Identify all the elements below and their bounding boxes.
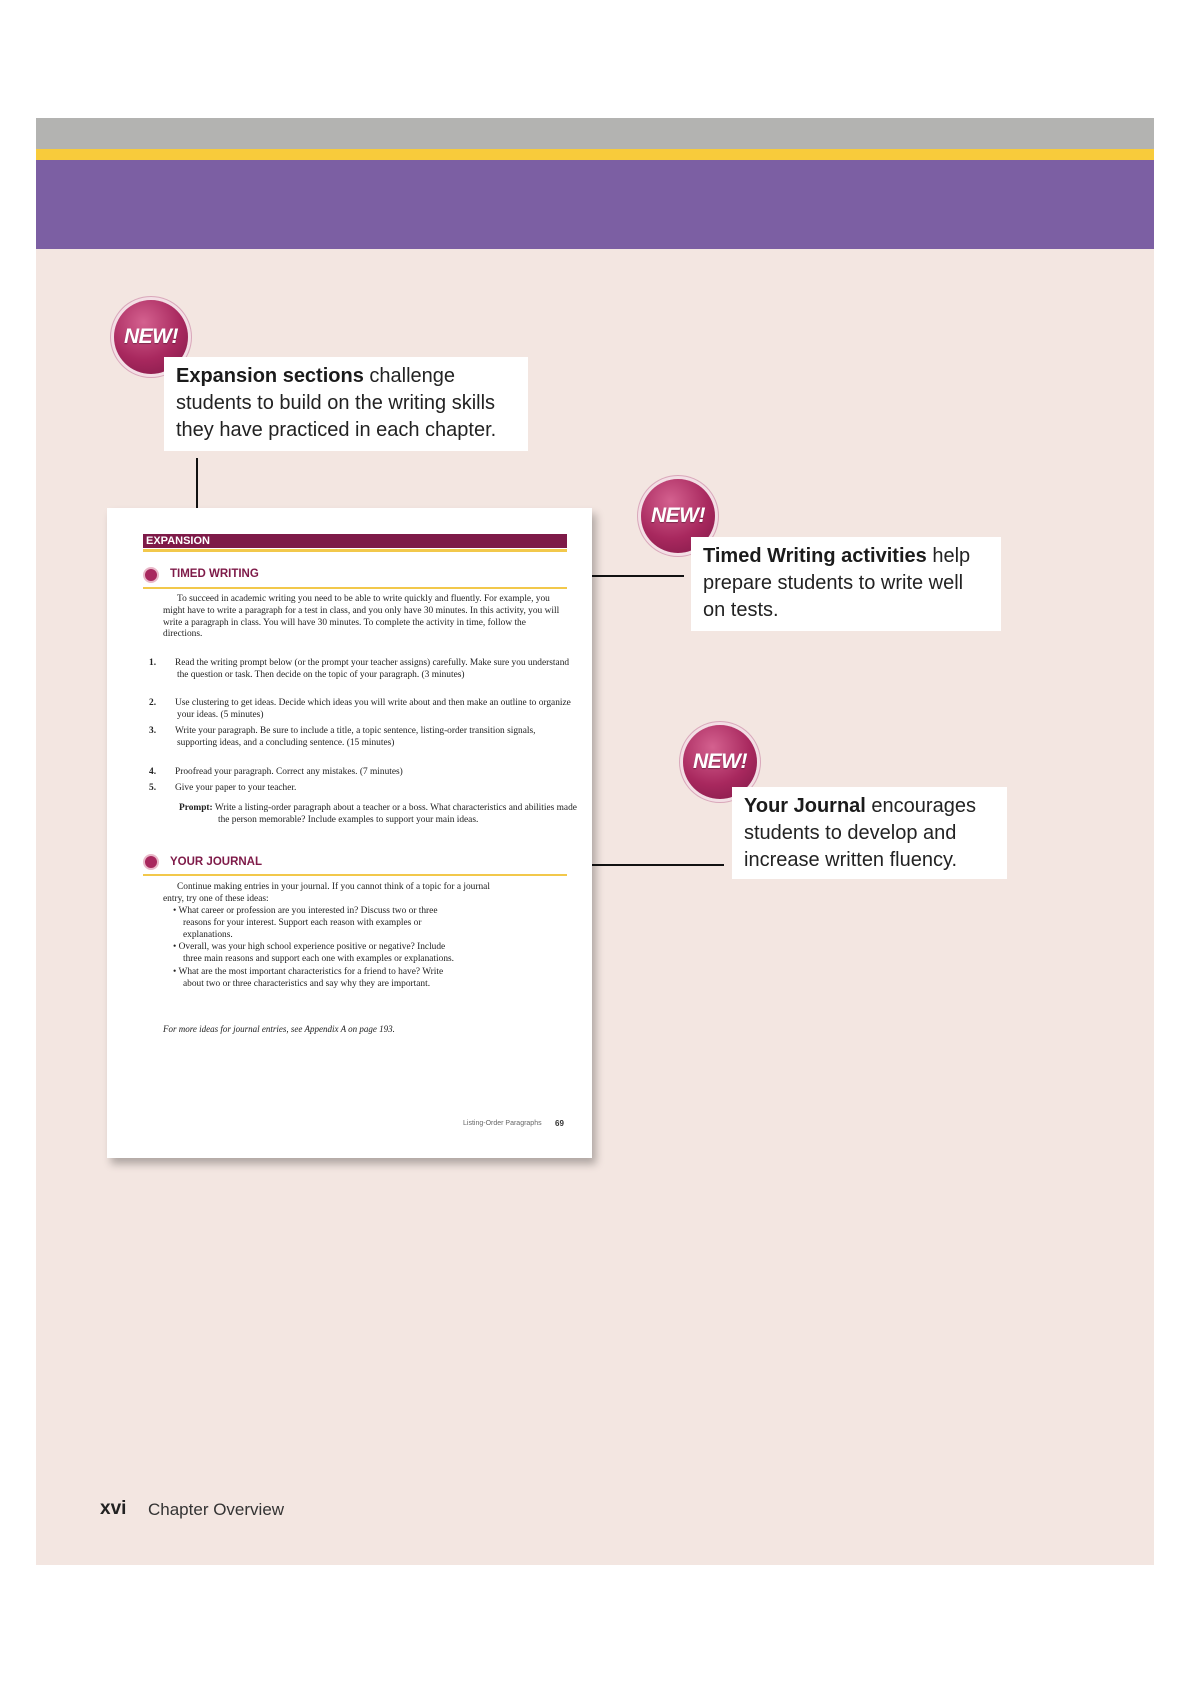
header-yellow-band bbox=[36, 149, 1154, 160]
step-text: Write your paragraph. Be sure to include a title, a topic sentence, listing-order transition signals, supporting ideas, and a concluding sentence. (15 minutes) bbox=[175, 726, 536, 748]
callout-journal-bold: Your Journal bbox=[744, 795, 866, 817]
your-journal-rule bbox=[143, 874, 567, 876]
new-badge-label: NEW! bbox=[651, 504, 705, 527]
thumbnail-footer-page: 69 bbox=[555, 1119, 564, 1128]
callout-journal-text: encourages students to develop and increase written fluency. bbox=[744, 795, 976, 871]
journal-icon bbox=[143, 854, 159, 870]
callout-timed bbox=[691, 537, 1001, 631]
callout-timed-text: help prepare students to write well on tests. bbox=[703, 545, 971, 621]
journal-idea: • What career or profession are you interested in? Discuss two or three reasons for your interest. Support each reason with examples or explanations. bbox=[173, 906, 438, 940]
timed-writing-rule bbox=[143, 587, 567, 589]
new-badge-label: NEW! bbox=[693, 750, 747, 773]
prompt-text: Write a listing-order paragraph about a teacher or a boss. What characteristics and abilities made the person memorable? Include examples to support your main ideas. bbox=[214, 803, 577, 825]
step-text: Proofread your paragraph. Correct any mistakes. (7 minutes) bbox=[175, 767, 403, 777]
callout-timed-bold: Timed Writing activities bbox=[703, 545, 927, 567]
step-1 bbox=[149, 658, 577, 682]
journal-idea-text: Overall, was your high school experience positive or negative? Include three main reasons and support each one with examples or explanations. bbox=[178, 942, 455, 965]
header-gray-band bbox=[36, 118, 1154, 149]
sample-page-thumbnail bbox=[107, 508, 592, 1158]
step-text: Use clustering to get ideas. Decide which ideas you will write about and then make an outline to organize your ideas. (5 minutes) bbox=[175, 698, 571, 720]
step-number: 4. bbox=[149, 767, 157, 777]
new-badge-label: NEW! bbox=[124, 325, 178, 348]
journal-ideas bbox=[173, 906, 463, 991]
step-text: Read the writing prompt below (or the prompt your teacher assigns) carefully. Make sure you understand the question or task. Then decide on the topic of your paragraph. (3 minutes) bbox=[175, 658, 570, 680]
journal-more: For more ideas for journal entries, see Appendix A on page 193. bbox=[163, 1024, 395, 1034]
callout-expansion-bold: Expansion sections bbox=[176, 365, 364, 387]
your-journal-title: YOUR JOURNAL bbox=[170, 856, 263, 868]
callout-journal bbox=[732, 787, 1007, 879]
page-number: xvi bbox=[100, 1498, 127, 1519]
timed-intro: To succeed in academic writing you need to be able to write quickly and fluently. For example, you might have to write a paragraph for a test in class, and you only have 30 minutes. In this activity, you will write a paragraph in class. You will have 30 minutes. To complete the activity in time, follow the directions. bbox=[163, 594, 560, 640]
journal-idea-text: What career or profession are you interested in? Discuss two or three reasons for your interest. Support each reason with examples or explanations. bbox=[178, 906, 438, 940]
step-text: Give your paper to your teacher. bbox=[175, 783, 297, 793]
callout-expansion bbox=[164, 357, 528, 451]
journal-idea-text: What are the most important characteristics for a friend to have? Write about two or three characteristics and say why they are important. bbox=[178, 966, 444, 989]
step-4 bbox=[149, 767, 577, 779]
step-5 bbox=[149, 783, 577, 795]
prompt-label: Prompt: bbox=[179, 803, 213, 813]
timed-writing-title: TIMED WRITING bbox=[170, 568, 259, 580]
step-number: 3. bbox=[149, 726, 157, 736]
step-3 bbox=[149, 726, 577, 750]
expansion-bar: EXPANSION bbox=[143, 534, 567, 548]
journal-intro: Continue making entries in your journal. If you cannot think of a topic for a journal entry, try one of these ideas: bbox=[163, 882, 490, 904]
journal-idea: • Overall, was your high school experience positive or negative? Include three main reasons and support each one with examples or explanations. bbox=[173, 942, 455, 965]
clock-icon bbox=[143, 567, 159, 583]
prompt bbox=[179, 803, 588, 827]
journal-idea: • What are the most important characteristics for a friend to have? Write about two or three characteristics and say why they are important. bbox=[173, 966, 444, 989]
step-number: 1. bbox=[149, 658, 157, 668]
expansion-rule bbox=[143, 549, 567, 552]
page-section-title: Chapter Overview bbox=[148, 1500, 285, 1519]
callout-expansion-text: challenge students to build on the writing skills they have practiced in each chapter. bbox=[176, 365, 497, 441]
step-number: 5. bbox=[149, 783, 157, 793]
header-purple-band bbox=[36, 160, 1154, 249]
step-2 bbox=[149, 698, 577, 722]
thumbnail-footer-label: Listing-Order Paragraphs bbox=[463, 1120, 542, 1127]
step-number: 2. bbox=[149, 698, 157, 708]
